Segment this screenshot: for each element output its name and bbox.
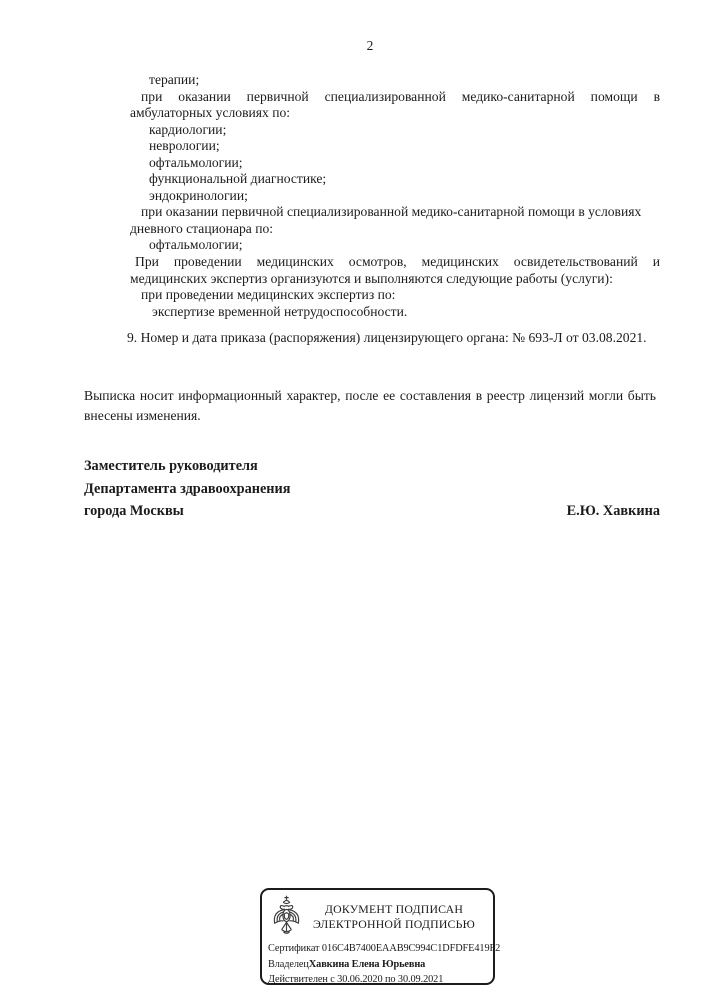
double-headed-eagle-emblem-icon bbox=[271, 895, 302, 938]
text-line: медицинских экспертиз организуются и выполняются следующие работы (услуги): bbox=[130, 270, 613, 286]
text-line: терапии; bbox=[149, 72, 200, 87]
stamp-header bbox=[268, 895, 488, 938]
stamp-title-line-2: ЭЛЕКТРОННОЙ ПОДПИСЬЮ bbox=[313, 916, 475, 931]
text-line: внесены изменения. bbox=[84, 407, 201, 423]
owner-line bbox=[268, 957, 488, 973]
signer-name: Е.Ю. Хавкина bbox=[566, 503, 660, 519]
text-line: амбулаторных условиях по: bbox=[130, 105, 291, 121]
text-line: при оказании первичной специализированной медико-санитарной помощи в условиях bbox=[141, 204, 642, 220]
validity-line: Действителен с 30.06.2020 по 30.09.2021 bbox=[268, 974, 444, 986]
stamp-title bbox=[302, 902, 488, 932]
text-line: офтальмологии; bbox=[149, 154, 243, 170]
text-line: эндокринологии; bbox=[149, 187, 248, 203]
stamp-details bbox=[268, 941, 501, 988]
stamp-title-line-1: ДОКУМЕНТ ПОДПИСАН bbox=[324, 901, 464, 916]
text-line: функциональной диагностике; bbox=[149, 171, 327, 187]
text-line: При проведении медицинских осмотров, медицинских освидетельствований и bbox=[135, 254, 660, 270]
signer-position-line-2: Департамента здравоохранения bbox=[84, 480, 291, 497]
signer-position-line-1: Заместитель руководителя bbox=[84, 458, 258, 474]
text-line: офтальмологии; bbox=[149, 237, 243, 253]
text-line: неврологии; bbox=[149, 138, 220, 154]
page-number: 2 bbox=[366, 38, 374, 53]
text-line: Выписка носит информационный характер, после ее составления в реестр лицензий могли быть bbox=[84, 388, 656, 403]
license-works-list bbox=[84, 72, 660, 320]
certificate-number: 016C4B7400EAAB9C994C1DFDFE419F2 bbox=[321, 943, 501, 954]
text-line: при проведении медицинских экспертиз по: bbox=[141, 287, 396, 303]
order-number-line: 9. Номер и дата приказа (распоряжения) лицензирующего органа: № 693-Л от 03.08.2021. bbox=[127, 330, 647, 345]
owner-label: Владелец bbox=[268, 958, 309, 970]
text-line: дневного стационара по: bbox=[130, 220, 274, 236]
certificate-line bbox=[268, 941, 501, 957]
text-line: кардиологии; bbox=[149, 121, 227, 137]
electronic-signature-stamp bbox=[260, 888, 501, 986]
text-line: экспертизе временной нетрудоспособности. bbox=[152, 303, 408, 319]
informational-note bbox=[84, 386, 656, 425]
signer-position-line-3: города Москвы bbox=[84, 503, 184, 519]
text-line: при оказании первичной специализированной медико-санитарной помощи в bbox=[141, 88, 660, 104]
certificate-label: Сертификат bbox=[268, 943, 320, 954]
signature-block bbox=[84, 455, 660, 523]
owner-name: Хавкина Елена Юрьевна bbox=[308, 958, 426, 970]
